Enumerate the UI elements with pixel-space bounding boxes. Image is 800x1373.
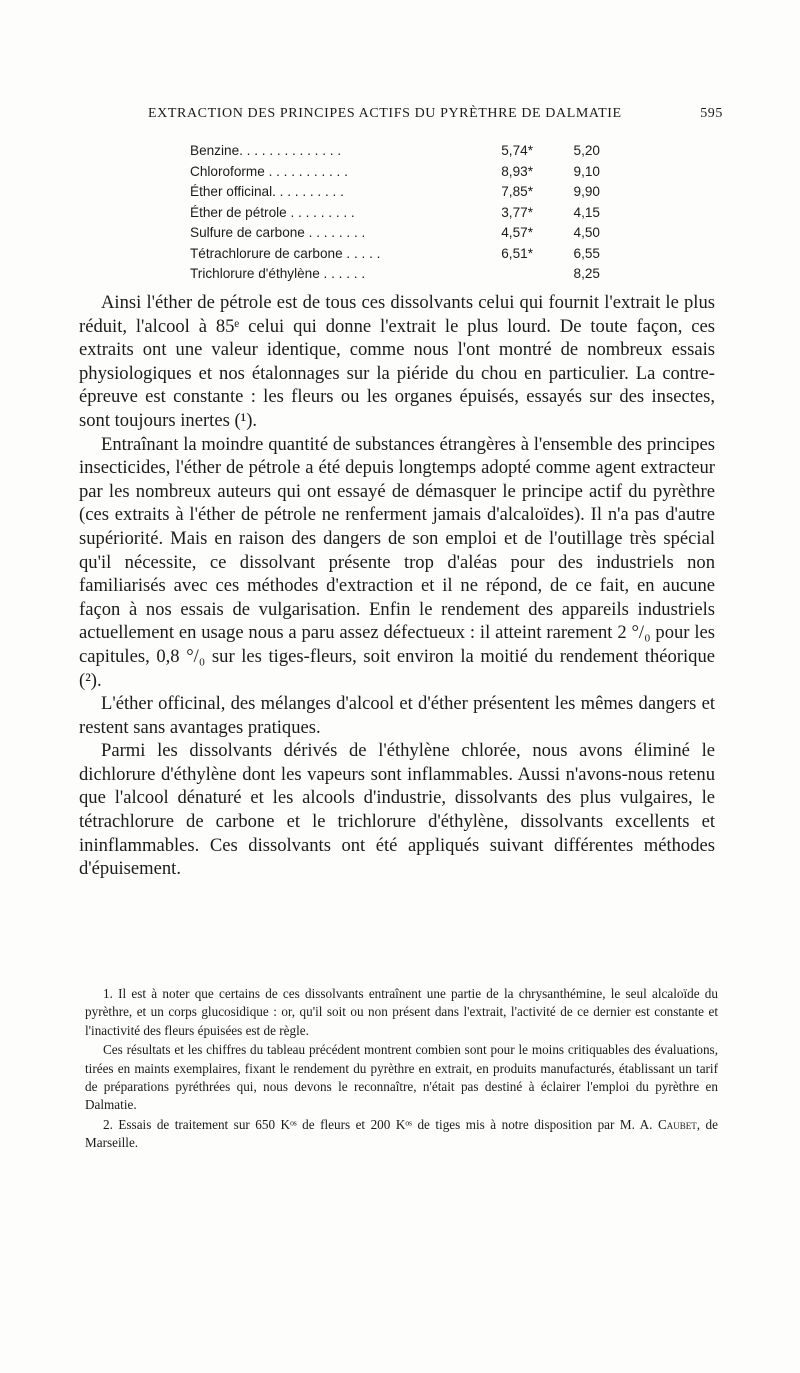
yield-value-2: 9,90 bbox=[573, 184, 600, 199]
table-row bbox=[190, 266, 620, 287]
yield-value-2: 4,50 bbox=[573, 225, 600, 240]
yield-value-1: 5,74* bbox=[501, 143, 533, 158]
solvent-name: Éther officinal. . . . . . . . . . bbox=[190, 184, 344, 199]
table-row bbox=[190, 164, 620, 185]
yield-value-1: 8,93* bbox=[501, 163, 533, 179]
solvent-yield-table bbox=[190, 143, 620, 287]
footnote-2-author: Caubet bbox=[657, 1116, 697, 1132]
solvent-name: Chloroforme . . . . . . . . . . . bbox=[190, 163, 348, 179]
body-text bbox=[79, 291, 715, 881]
yield-value-2: 5,20 bbox=[573, 143, 600, 158]
table-row bbox=[190, 143, 620, 164]
solvent-name: Éther de pétrole . . . . . . . . . bbox=[190, 204, 355, 220]
yield-value-2: 6,55 bbox=[573, 245, 600, 261]
table-row bbox=[190, 246, 620, 267]
solvent-name: Trichlorure d'éthylène . . . . . . bbox=[190, 266, 366, 281]
table-row bbox=[190, 205, 620, 226]
solvent-name: Tétrachlorure de carbone . . . . . bbox=[190, 245, 381, 261]
paragraph: Ainsi l'éther de pétrole est de tous ces dissolvants celui qui fournit l'extrait le plus réduit, l'alcool à 85ᵉ celui qui donne l'extrait le plus lourd. De toute façon, ces extraits ont une valeur identique, comme nous l'ont montré de nombreux essais physiologiques et nos étalonnages sur la piéride du chou en particulier. La contre-épreuve est constante : les fleurs ou les organes épuisés, essayés sur des insectes, sont toujours inertes (¹). bbox=[79, 292, 715, 431]
running-title: EXTRACTION DES PRINCIPES ACTIFS DU PYRÈTHRE DE DALMATIE bbox=[148, 106, 622, 121]
footnote-1: 1. Il est à noter que certains de ces dissolvants entraînent une partie de la chrysanthémine, le seul alcaloïde du pyrèthre, et un corps glucosidique : or, qu'il soit ou non présent dans l'extrait, l'activité de ce dernier est constante et l'inactivité des fleurs épuisées est de règle. bbox=[85, 986, 718, 1038]
footnotes bbox=[85, 985, 718, 1154]
yield-value-1: 7,85* bbox=[501, 184, 533, 199]
yield-value-1: 3,77* bbox=[501, 204, 533, 220]
footnote-2-text: 2. Essais de traitement sur 650 Kᵒˢ de fleurs et 200 Kᵒˢ de tiges mis à notre disposition par M. A. bbox=[103, 1116, 653, 1132]
yield-value-2: 9,10 bbox=[573, 163, 600, 179]
footnote-2-tail: , de Marseille. bbox=[85, 1116, 718, 1151]
table-row bbox=[190, 225, 620, 246]
footnote-1-continuation: Ces résultats et les chiffres du tableau précédent montrent combien sont pour le moins critiquables des évaluations, tirées en maints exemplaires, fixant le rendement du pyrèthre en extrait, en produits manufacturés, établissant un tarif de préparations pyréthrées qui, nous devons le reconnaître, n'était pas destiné à éclairer l'emploi du pyrèthre en Dalmatie. bbox=[85, 1042, 718, 1113]
paragraph: L'éther officinal, des mélanges d'alcool et d'éther présentent les mêmes dangers et restent sans avantages pratiques. bbox=[79, 693, 715, 738]
solvent-name: Sulfure de carbone . . . . . . . . bbox=[190, 225, 366, 240]
yield-value-2: 4,15 bbox=[573, 204, 600, 220]
paragraph: Parmi les dissolvants dérivés de l'éthylène chlorée, nous avons éliminé le dichlorure d'éthylène dont les vapeurs sont inflammables. Aussi n'avons-nous retenu que l'alcool dénaturé et les alcools d'industrie, dissolvants des plus vulgaires, le tétrachlorure de carbone et le trichlorure d'éthylène, dissolvants excellents et ininflammables. Ces dissolvants ont été appliqués suivant différentes méthodes d'épuisement. bbox=[79, 740, 715, 880]
page-number: 595 bbox=[700, 106, 723, 121]
table-row bbox=[190, 184, 620, 205]
yield-value-1: 4,57* bbox=[501, 225, 533, 240]
solvent-name: Benzine. . . . . . . . . . . . . . bbox=[190, 143, 342, 158]
yield-value-1: 6,51* bbox=[501, 245, 533, 261]
footnote-2 bbox=[85, 1116, 718, 1153]
paragraph: Entraînant la moindre quantité de substances étrangères à l'ensemble des principes insecticides, l'éther de pétrole a été depuis longtemps adopté comme agent extracteur par les nombreux auteurs qui ont essayé de démasquer le principe actif du pyrèthre (ces extraits à l'éther de pétrole ne renferment jamais d'alcaloïdes). Il n'a pas d'autre supériorité. Mais en raison des dangers de son emploi et de l'outillage très spécial qu'il nécessite, ce dissolvant présente trop d'aléas pour des industriels non familiarisés avec ces méthodes d'extraction et il ne répond, de ce fait, en aucune façon à nos essais de vulgarisation. Enfin le rendement des appareils industriels actuellement en usage nous a paru assez défectueux : il atteint rarement 2 °/₀ pour les capitules, 0,8 °/₀ sur les tiges-fleurs, soit environ la moitié du rendement théorique (²). bbox=[79, 433, 715, 691]
yield-value-2: 8,25 bbox=[573, 266, 600, 281]
